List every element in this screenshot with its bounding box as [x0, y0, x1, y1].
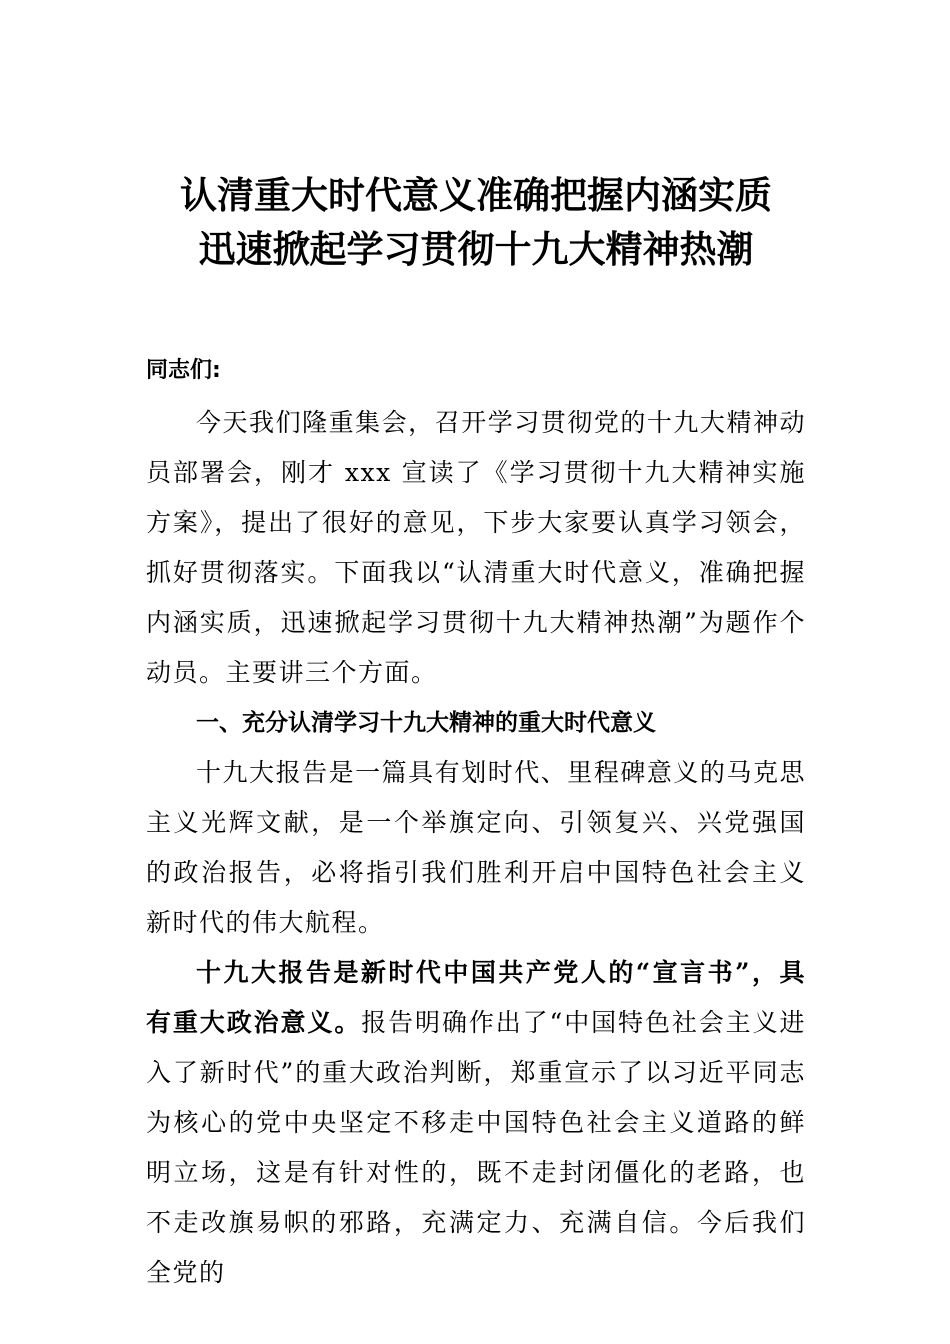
paragraph-body: 报告明确作出了“中国特色社会主义进入了新时代”的重大政治判断，郑重宣示了以习近平同志为核心的党中央坚定不移走中国特色社会主义道路的鲜明立场，这是有针对性的，既不走封闭僵化的老路，也不走改旗易帜的邪路，充满定力、充满自信。今后我们全党的	[146, 1008, 806, 1287]
title-line-2: 迅速掀起学习贯彻十九大精神热潮	[198, 227, 754, 271]
document-title	[146, 168, 806, 276]
paragraph-intro: 今天我们隆重集会，召开学习贯彻党的十九大精神动员部署会，刚才 xxx 宣读了《学习贯彻十九大精神实施方案》，提出了很好的意见，下步大家要认真学习领会，抓好贯彻落实。下面我以“认清重大时代意义，准确把握内涵实质，迅速掀起学习贯彻十九大精神热潮”为题作个动员。主要讲三个方面。	[146, 408, 806, 687]
paragraph-report-significance: 十九大报告是一篇具有划时代、里程碑意义的马克思主义光辉文献，是一个举旗定向、引领复兴、兴党强国的政治报告，必将指引我们胜利开启中国特色社会主义新时代的伟大航程。	[146, 758, 806, 937]
paragraph-lead-bold: 十九大报告是新时代中国共产党人的“宣言书”，具有重大政治意义。	[146, 958, 806, 1037]
salutation: 同志们:	[146, 358, 221, 383]
document-page	[146, 168, 806, 1298]
paragraph-declaration	[146, 948, 806, 1298]
section-heading-1: 一、充分认清学习十九大精神的重大时代意义	[196, 710, 656, 736]
title-line-1: 认清重大时代意义准确把握内涵实质	[180, 173, 772, 217]
